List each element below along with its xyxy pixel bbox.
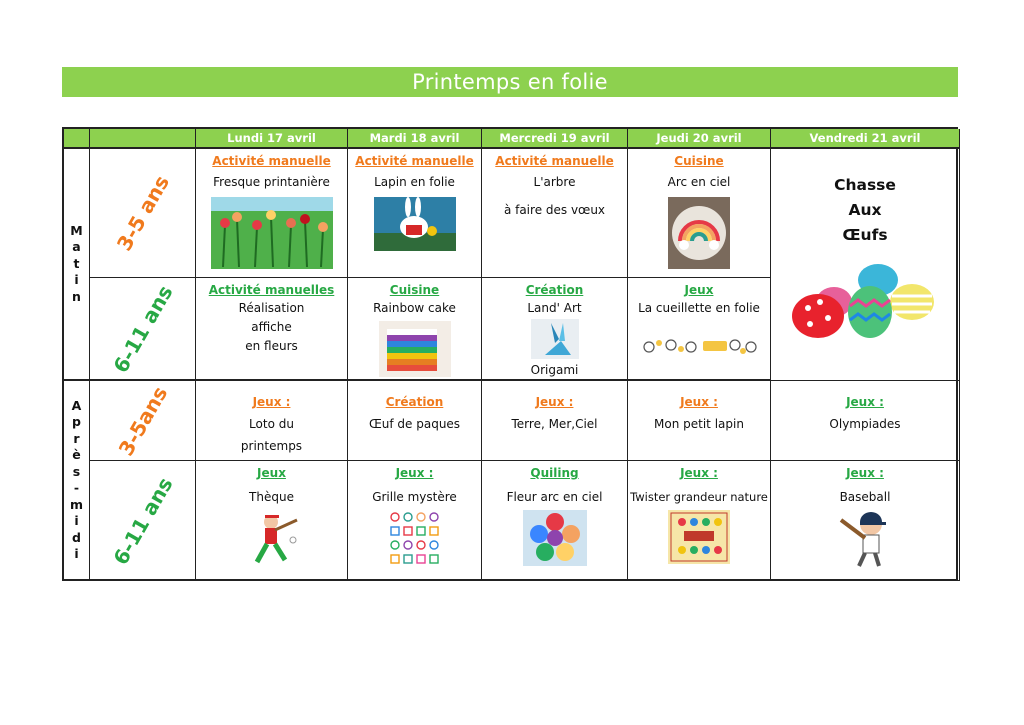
day-header: Mercredi 19 avril — [482, 129, 628, 149]
activity-name: Fleur arc en ciel — [506, 490, 603, 504]
activity-cell — [196, 149, 348, 278]
activity-cell — [348, 381, 482, 461]
event-line: Chasse — [834, 176, 896, 194]
activity-type: Jeux : — [535, 395, 574, 409]
activity-cell — [628, 149, 771, 278]
friday-morning-cell — [771, 149, 960, 381]
period-letter: M — [70, 222, 83, 238]
baseball-kid-image — [835, 508, 895, 568]
activity-name: affiche — [251, 320, 292, 334]
period-matin — [64, 149, 90, 381]
activity-cell — [196, 461, 348, 581]
period-letter: è — [72, 447, 81, 462]
quilling-flower-image — [523, 510, 587, 566]
activity-cell — [771, 381, 960, 461]
activity-name: Olympiades — [829, 417, 901, 431]
activity-type: Jeux — [684, 283, 714, 297]
activity-name: Grille mystère — [372, 490, 457, 504]
activity-name: Œuf de paques — [368, 417, 461, 431]
age-label: 6-11 ans — [107, 472, 178, 569]
origami-rabbit-image — [531, 319, 579, 359]
period-letter: i — [74, 272, 79, 288]
activity-cell — [482, 461, 628, 581]
activity-subtitle: Origami — [530, 363, 579, 377]
activity-type: Activité manuelles — [208, 283, 335, 297]
baseball-player-image — [241, 510, 303, 566]
rainbow-candy-plate-image — [668, 197, 730, 269]
activity-name: à faire des vœux — [503, 203, 606, 217]
day-header: Vendredi 21 avril — [771, 129, 960, 149]
activity-name: Loto du — [249, 417, 294, 431]
activity-name: Mon petit lapin — [654, 417, 744, 431]
period-letter: - — [73, 480, 80, 495]
activity-name: Rainbow cake — [373, 301, 456, 315]
activity-type: Jeux : — [395, 466, 434, 480]
day-header: Mardi 18 avril — [348, 129, 482, 149]
period-letter: i — [74, 513, 79, 528]
activity-type: Cuisine — [389, 283, 440, 297]
rainbow-cake-image — [379, 321, 451, 377]
period-letter: i — [74, 546, 79, 561]
page-title: Printemps en folie — [62, 67, 958, 97]
activity-cell — [628, 278, 771, 381]
period-letter: m — [69, 496, 84, 512]
age-cell — [90, 149, 196, 278]
activity-type: Activité manuelle — [495, 154, 614, 168]
activity-cell — [348, 149, 482, 278]
age-cell — [90, 461, 196, 581]
activity-name: printemps — [240, 439, 303, 453]
period-letter: d — [72, 529, 81, 545]
activity-type: Jeux : — [846, 395, 884, 409]
period-letter: s — [72, 463, 81, 479]
activity-cell — [482, 149, 628, 278]
mystery-grid-image — [388, 510, 442, 568]
period-letter: A — [71, 397, 82, 413]
activity-type: Jeux : — [252, 395, 291, 409]
activity-type: Création — [525, 283, 584, 297]
activity-name: Terre, Mer,Ciel — [511, 417, 598, 431]
activity-name: en fleurs — [245, 339, 298, 353]
activity-name: Thèque — [249, 490, 294, 504]
activity-type: Jeux : — [680, 395, 718, 409]
twister-board-image — [668, 510, 730, 564]
activity-name: Fresque printanière — [213, 175, 330, 189]
activity-name: Arc en ciel — [667, 175, 731, 189]
activity-cell — [348, 278, 482, 381]
day-header: Jeudi 20 avril — [628, 129, 771, 149]
activity-type: Quiling — [530, 466, 579, 480]
activity-name: Réalisation — [238, 301, 305, 315]
age-cell — [90, 278, 196, 381]
picking-game-strip-image — [641, 335, 757, 355]
activity-type: Jeux : — [846, 466, 884, 480]
white-rabbit-image — [374, 197, 456, 251]
period-letter: r — [73, 430, 80, 446]
activity-name: L'arbre — [533, 175, 576, 189]
activity-cell — [628, 381, 771, 461]
activity-cell — [771, 461, 960, 581]
schedule-table — [62, 127, 958, 581]
activity-type: Cuisine — [674, 154, 724, 168]
activity-type: Activité manuelle — [212, 154, 331, 168]
period-letter: a — [72, 239, 81, 255]
day-header: Lundi 17 avril — [196, 129, 348, 149]
age-label: 3-5ans — [113, 381, 172, 460]
activity-cell — [196, 381, 348, 461]
activity-type: Création — [385, 395, 444, 409]
age-label: 3-5 ans — [111, 171, 174, 255]
activity-name: Twister grandeur nature — [630, 490, 768, 504]
activity-name: Lapin en folie — [374, 175, 455, 189]
age-cell — [90, 381, 196, 461]
period-letter: n — [72, 288, 81, 304]
event-line: Œufs — [842, 226, 888, 244]
header-corner-2 — [90, 129, 196, 149]
activity-name: La cueillette en folie — [638, 301, 760, 315]
age-label: 6-11 ans — [107, 280, 178, 377]
period-letter: p — [72, 414, 81, 429]
activity-cell — [482, 381, 628, 461]
activity-type: Jeux : — [680, 466, 718, 480]
activity-cell — [348, 461, 482, 581]
easter-eggs-image — [790, 262, 940, 344]
event-line: Aux — [848, 201, 882, 219]
activity-cell — [628, 461, 771, 581]
activity-name: Land' Art — [527, 301, 582, 315]
period-apres-midi — [64, 381, 90, 581]
period-letter: t — [73, 255, 80, 271]
activity-type: Jeux — [257, 466, 286, 480]
activity-cell — [196, 278, 348, 381]
flower-fresco-image — [211, 197, 333, 269]
activity-name: Baseball — [839, 490, 891, 504]
activity-type: Activité manuelle — [355, 154, 474, 168]
header-corner-1 — [64, 129, 90, 149]
activity-cell — [482, 278, 628, 381]
